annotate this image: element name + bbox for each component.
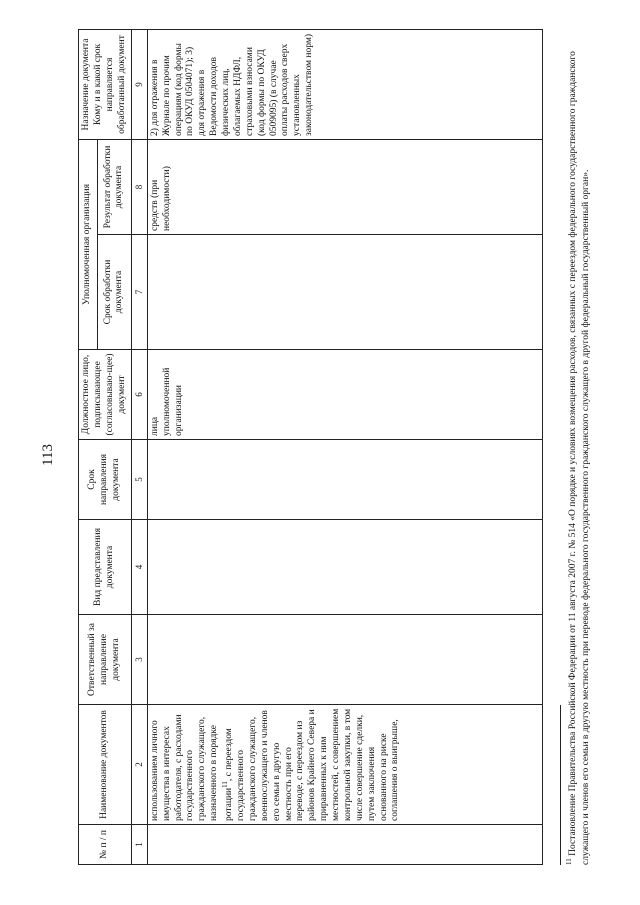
column-number-row bbox=[131, 29, 147, 864]
footnote-text: Постановление Правительства Российской Федерации от 11 августа 2007 г. № 514 «О порядке и условиях возмещения расходов, связанных с переездом федерального государственного гражданского служащего и членов его семьи в другую местность при переводе федерального государственного гражданского служащего в другой федеральный государственный орган». bbox=[568, 51, 591, 865]
footnote bbox=[565, 30, 592, 865]
column-number: 9 bbox=[131, 29, 147, 139]
header-authorized-organization: Уполномоченная организация bbox=[79, 139, 98, 349]
send-deadline-cell bbox=[147, 440, 542, 520]
document-name-cell bbox=[147, 705, 542, 825]
header-document-name: Наименование документов bbox=[79, 705, 132, 825]
header-presentation-type: Вид представления документа bbox=[79, 520, 132, 615]
header-document-purpose: Назначение документа Кому и в какой срок направляется обработанный документ bbox=[79, 29, 132, 139]
footnote-mark: 11 bbox=[565, 858, 573, 865]
column-number: 8 bbox=[131, 139, 147, 234]
page-number: 113 bbox=[40, 444, 56, 466]
responsible-cell bbox=[147, 615, 542, 705]
header-send-deadline: Срок направления документа bbox=[79, 440, 132, 520]
document-name-text-a: использованием личного имущества в интересах работодателя, с расходами государственного гражданского служащего, назначенного в порядке ротации bbox=[149, 714, 235, 821]
column-number: 3 bbox=[131, 615, 147, 705]
column-number: 7 bbox=[131, 235, 147, 350]
document-name-text-b: , с переездом государственного гражданского служащего, военнослужащего и членов его семьи в другую местность при его переводе, с переездом из районов Крайнего Севера и приравненных к ним местностей, с совершением контрольной закупки, в том числе совершение сделки, путем заключения основанного на риске соглашения о выигрыше, bbox=[224, 708, 401, 821]
column-number: 5 bbox=[131, 440, 147, 520]
header-responsible: Ответственный за направление документа bbox=[79, 615, 132, 705]
header-processing-result: Результат обработки документа bbox=[98, 139, 131, 234]
signing-official-cell: лица уполномоченной организации bbox=[147, 350, 542, 440]
document-table bbox=[78, 29, 543, 865]
column-number: 6 bbox=[131, 350, 147, 440]
table-header-row-1 bbox=[79, 29, 98, 864]
header-signing-official: Должностное лицо, подписывающее (согласовываю-щее) документ bbox=[79, 350, 132, 440]
processing-result-cell: средств (при необходимости) bbox=[147, 139, 542, 234]
column-number: 1 bbox=[131, 825, 147, 865]
header-processing-deadline: Срок обработки документа bbox=[98, 235, 131, 350]
document-purpose-cell: 2) для отражения в Журнале по прочим операциям (код формы по ОКУД 0504071); 3) для отражения в Ведомости доходов физических лиц, облагаемых НДФЛ, страховыми взносами (код формы по ОКУД 0509095) (в случае оплаты расходов сверх установленных законодательством норм) bbox=[147, 29, 542, 139]
footnote-reference: 11 bbox=[221, 781, 229, 788]
header-number: № п / п bbox=[79, 825, 132, 865]
table-row bbox=[147, 29, 542, 864]
footnote-divider bbox=[560, 705, 561, 865]
processing-deadline-cell bbox=[147, 235, 542, 350]
column-number: 2 bbox=[131, 705, 147, 825]
column-number: 4 bbox=[131, 520, 147, 615]
row-number-cell bbox=[147, 825, 542, 865]
presentation-type-cell bbox=[147, 520, 542, 615]
